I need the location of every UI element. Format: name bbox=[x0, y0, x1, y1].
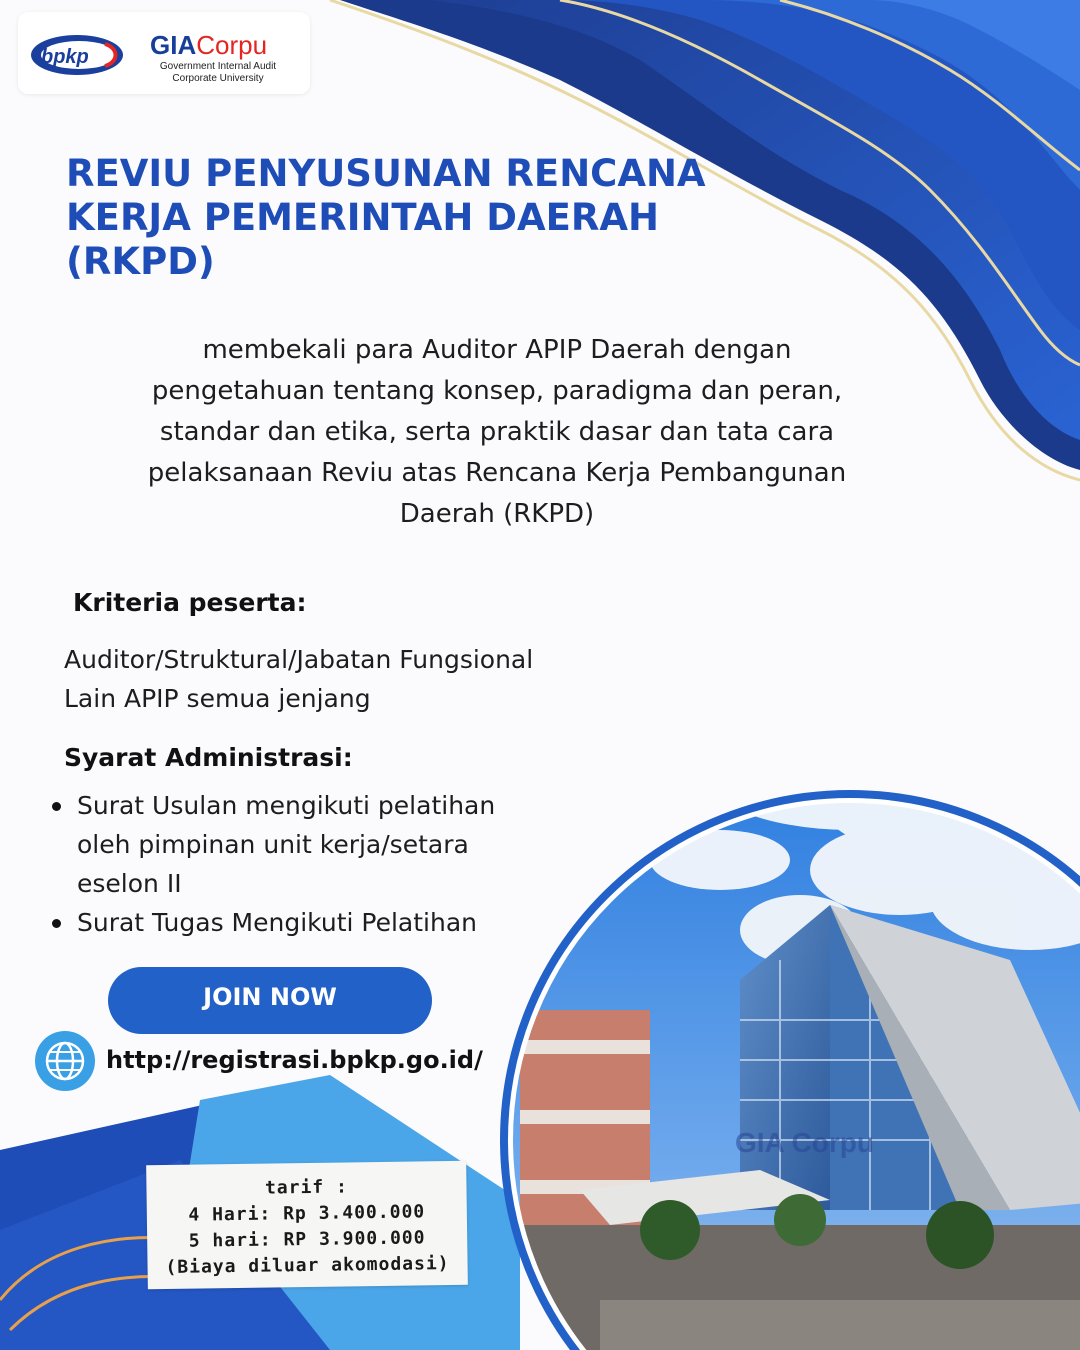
bullet-icon bbox=[52, 802, 61, 811]
giacorpu-logo-subtitle bbox=[150, 61, 286, 85]
list-item bbox=[48, 903, 568, 942]
gia-logo-suffix: Corpu bbox=[196, 30, 268, 60]
globe-icon bbox=[35, 1031, 95, 1091]
kriteria-text bbox=[64, 640, 664, 718]
bpkp-logo-text: bpkp bbox=[41, 46, 89, 68]
syarat-heading: Syarat Administrasi: bbox=[64, 743, 353, 772]
gia-sub-line1: Government Internal Audit bbox=[159, 61, 277, 72]
bullet-icon bbox=[52, 919, 61, 928]
registration-link[interactable]: http://registrasi.bpkp.go.id/ bbox=[106, 1046, 483, 1074]
giacorpu-logo-title bbox=[150, 30, 267, 61]
kriteria-line2: Lain APIP semua jenjang bbox=[64, 684, 371, 713]
title-line1: REVIU PENYUSUNAN RENCANA bbox=[66, 152, 706, 195]
syarat-item1-line2: oleh pimpinan unit kerja/setara bbox=[77, 830, 469, 859]
syarat-item1-line1: Surat Usulan mengikuti pelatihan bbox=[77, 791, 496, 820]
kriteria-heading: Kriteria peserta: bbox=[73, 588, 307, 617]
tarif-line3: 5 hari: RP 3.900.000 bbox=[188, 1227, 426, 1252]
kriteria-line1: Auditor/Struktural/Jabatan Fungsional bbox=[64, 645, 534, 674]
list-item bbox=[48, 786, 568, 903]
syarat-item1-line3: eselon II bbox=[77, 869, 182, 898]
title-line2: KERJA PEMERINTAH DAERAH bbox=[66, 196, 659, 239]
gia-logo-prefix: GIA bbox=[150, 30, 197, 60]
building-photo bbox=[500, 690, 1080, 1350]
page-title bbox=[66, 152, 706, 284]
desc-line1: membekali para Auditor APIP Daerah dengan bbox=[202, 335, 792, 365]
desc-line3: standar dan etika, serta praktik dasar dan tata cara bbox=[159, 417, 835, 447]
syarat-item2-line1: Surat Tugas Mengikuti Pelatihan bbox=[77, 908, 477, 937]
tarif-line4: (Biaya diluar akomodasi) bbox=[165, 1253, 450, 1278]
desc-line5: Daerah (RKPD) bbox=[399, 499, 595, 529]
tarif-line2: 4 Hari: Rp 3.400.000 bbox=[188, 1201, 426, 1226]
building-sign: GIA Corpu bbox=[735, 1127, 874, 1158]
gia-sub-line2: Corporate University bbox=[172, 73, 264, 84]
title-line3: (RKPD) bbox=[66, 240, 215, 283]
tarif-text bbox=[149, 1173, 464, 1281]
join-now-button[interactable]: JOIN NOW bbox=[108, 967, 432, 1034]
desc-line2: pengetahuan tentang konsep, paradigma dan peran, bbox=[151, 376, 843, 406]
syarat-list bbox=[48, 786, 568, 942]
tarif-line1: tarif : bbox=[264, 1176, 349, 1199]
bpkp-logo bbox=[27, 30, 127, 80]
desc-line4: pelaksanaan Reviu atas Rencana Kerja Pembangunan bbox=[147, 458, 847, 488]
description bbox=[60, 330, 934, 535]
